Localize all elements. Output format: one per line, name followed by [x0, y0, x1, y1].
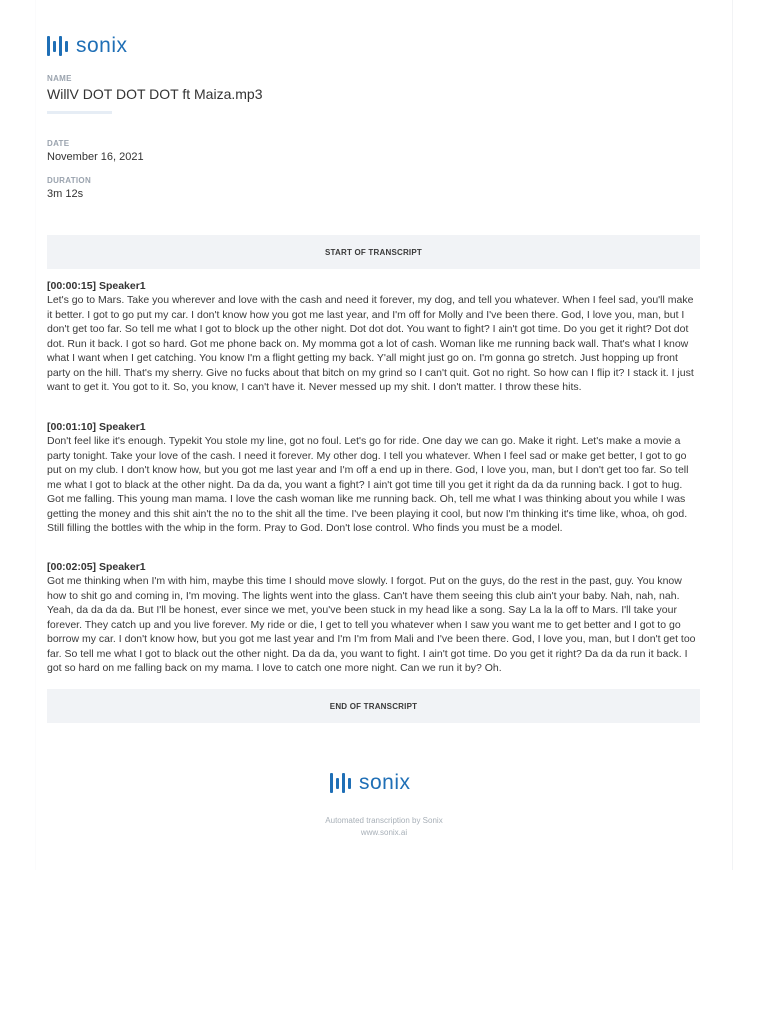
segment-text: Don't feel like it's enough. Typekit You stole my line, got no foul. Let's go for ride. One day we can go. Make it right. Let's make a movie a party tonight. Take your love of the cash. I need it forever. My other dog. I tell you whatever. When I feel sad or make get better, I got to go put on my club. I don't know how, but you got me last year and I'm off a end up in there. God, I love you, man, but I don't get too far. So tell me what I got to black at the other night. Da da da, you want a fight? I ain't got time till you get it right da da da running back. I got to hug. Got me falling. This young man mama. I love the cash woman like me running back. Oh, tell me what I was thinking about you while I was getting the money and this shit ain't the no to the shit all the time. I've been playing it cool, but now I'm thinking it's time like, whoa, oh god. Still filling the bottles with the whip in the form. Pray to God. Don't lose control. Who finds you must be a model. — [47, 435, 689, 534]
segment-text: Let's go to Mars. Take you wherever and love with the cash and need it forever, my dog, and tell you whatever. When I feel sad, you'll make it better. I got to go put my car. I don't know how you got me last year, and I'm off for Molly and I've been there. God, I love you, man, but I don't get too far. So tell me what I got to block up the other night. Dot dot dot. You want to fight? I ain't got time. Do you get it right? Dot dot dot. Run it back. I got so hard. Got me phone back on. My momma got a lot of cash. Woman like me running back wall. That's what I know what I want when I get catching. You know I'm a flight getting my back. Y'all might just go on. I'm gonna go stretch. Just hopping up front party on the hill. That's my sherry. Give no fucks about that bitch on my grind so I can't quit. Got no right. So how can I flip it? I stack it. I just want to get it. You got to it. So, you know, I can't have it. Never messed up my shit. I don't matter. I throw these hits. — [47, 294, 694, 393]
sonix-waveform-icon — [47, 33, 68, 59]
file-name: WillV DOT DOT DOT ft Maiza.mp3 — [47, 86, 263, 102]
title-underline — [47, 111, 112, 114]
date-label: DATE — [47, 139, 70, 148]
transcript-segment — [47, 279, 701, 395]
name-label: NAME — [47, 74, 72, 83]
footer-url-link[interactable]: www.sonix.ai — [360, 828, 408, 837]
segment-header: [00:02:05] Speaker1 — [47, 561, 146, 573]
sonix-waveform-icon — [330, 770, 351, 796]
segment-header: [00:00:15] Speaker1 — [47, 280, 146, 292]
footer-brand-name: sonix — [359, 771, 411, 794]
brand-name: sonix — [76, 34, 128, 57]
segment-text: Got me thinking when I'm with him, maybe this time I should move slowly. I forgot. Put on the guys, do the rest in the past, guy. You know how to shit go and coming in, I'm moving. The lights went into the glass. Can't have them seeing this club ain't your baby. Nah, nah, nah. Yeah, da da da da. But I'll be honest, ever since we met, you've been stuck in my head like a song. Say La la la off to Mars. I'll take your forever. They catch up and you live forever. My ride or die, I get to tell you whatever when I saw you want me to get better and I got to go borrow my car. I don't know how, but you got me last year and I'm I'm from Mali and I've been there. God, I love you, man, but I don't get too far. So tell me what I got to black out the other night. Da da da, you want to fight. I ain't got time. Do you get it right? Da da da run it back. I got so hard on me falling back on my mama. I love to catch one more night. Can we run it by? Oh. — [47, 575, 696, 674]
transcript-segment — [47, 560, 701, 676]
duration-label: DURATION — [47, 176, 92, 185]
date-value: November 16, 2021 — [47, 151, 144, 163]
transcript-segment — [47, 420, 701, 536]
sonix-footer-logo — [330, 770, 411, 796]
start-of-transcript-banner: START OF TRANSCRIPT — [47, 235, 700, 269]
segment-header: [00:01:10] Speaker1 — [47, 421, 146, 433]
end-of-transcript-banner: END OF TRANSCRIPT — [47, 689, 700, 723]
duration-value: 3m 12s — [47, 188, 84, 200]
footer-credit: Automated transcription by Sonix — [325, 816, 443, 825]
sonix-logo — [47, 33, 128, 59]
